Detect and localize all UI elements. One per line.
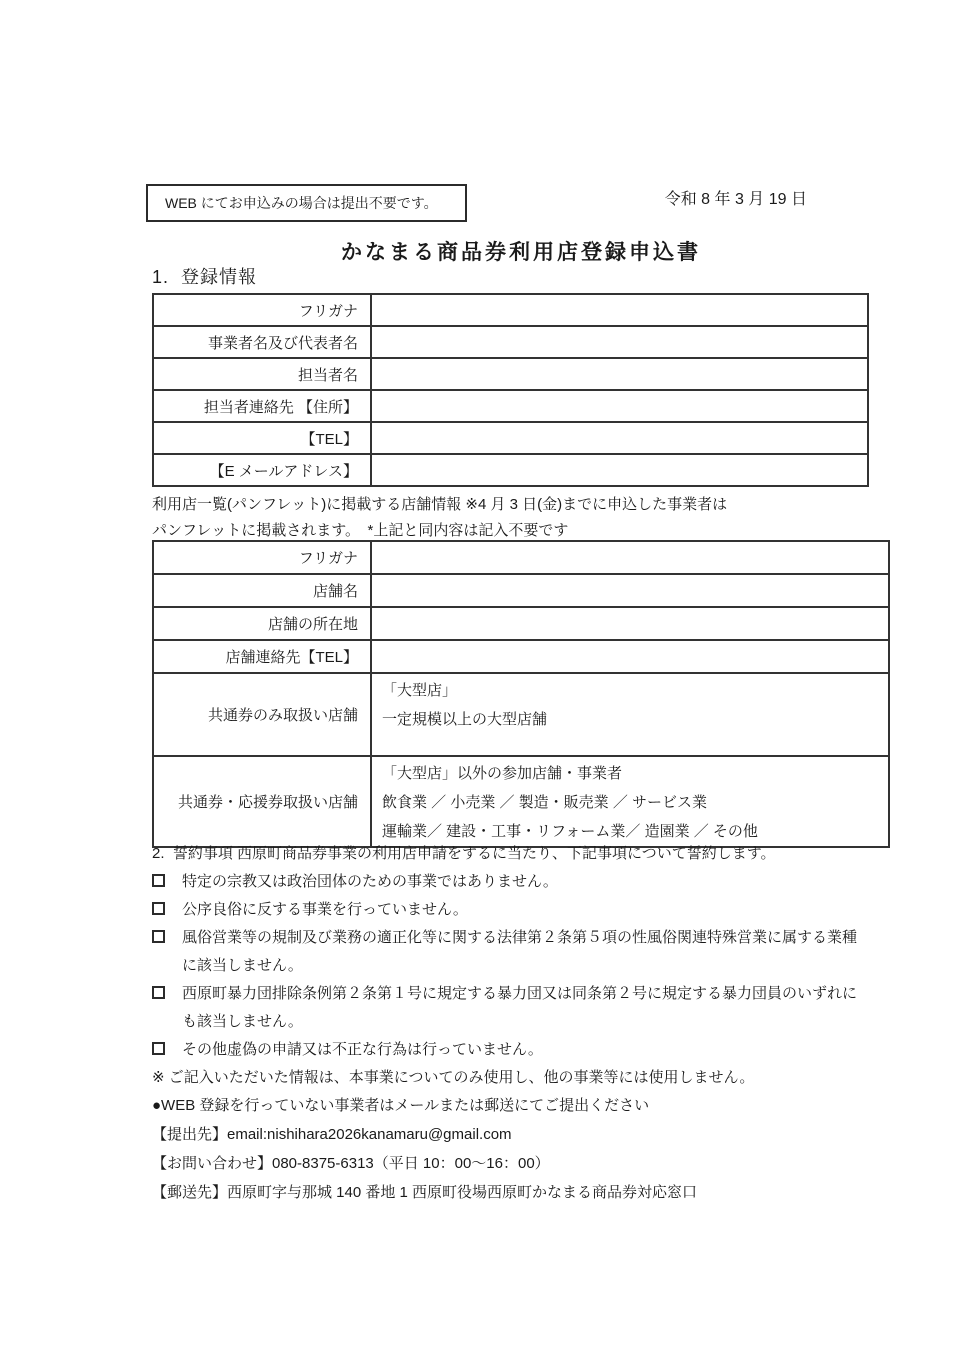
table-row	[153, 607, 889, 640]
contact-phone: 【お問い合わせ】080-8375-6313（平日 10：00～16：00）	[152, 1155, 550, 1172]
row-label: 担当者連絡先 【住所】	[153, 390, 371, 422]
checkbox-icon[interactable]	[152, 902, 165, 915]
pledge-text: に該当しません。	[182, 957, 303, 974]
table-row	[153, 541, 889, 574]
table-row	[153, 326, 868, 358]
store-info-note-line2: パンフレットに掲載されます。 *上記と同内容は記入不要です	[152, 522, 569, 539]
pledge-text: 特定の宗教又は政治団体のための事業ではありません。	[182, 873, 558, 890]
desc-line: 「大型店」以外の参加店舗・事業者	[382, 765, 623, 782]
table-row	[153, 422, 868, 454]
pledge-text: 公序良俗に反する事業を行っていません。	[182, 901, 468, 918]
pledge-text: 西原町暴力団排除条例第２条第１号に規定する暴力団又は同条第２号に規定する暴力団員のいずれに	[182, 985, 858, 1002]
pledge-text: その他虚偽の申請又は不正な行為は行っていません。	[182, 1041, 543, 1058]
table-row	[153, 574, 889, 607]
row-label: 共通券・応援券取扱い店舗	[153, 756, 371, 847]
checkbox-icon[interactable]	[152, 1042, 165, 1055]
pledge-item-continuation	[152, 952, 857, 980]
row-label: フリガナ	[153, 294, 371, 326]
input-cell-contact-person-name[interactable]	[371, 358, 868, 390]
row-label: 店舗名	[153, 574, 371, 607]
desc-line: 一定規模以上の大型店舗	[382, 711, 548, 728]
input-cell-business-and-representative-name[interactable]	[371, 326, 868, 358]
section2-heading: 2. 誓約事項 西原町商品券事業の利用店申請をするに当たり、下記事項について誓約します。	[152, 845, 776, 862]
checkbox-icon[interactable]	[152, 986, 165, 999]
registration-table	[152, 293, 869, 487]
table-row	[153, 673, 889, 756]
privacy-note: ※ ご記入いただいた情報は、本事業についてのみ使用し、他の事業等には使用しません。	[152, 1069, 755, 1086]
desc-line: 飲食業 ／ 小売業 ／ 製造・販売業 ／ サービス業	[382, 794, 708, 811]
store-info-note	[152, 492, 727, 544]
input-cell-store-location[interactable]	[371, 607, 889, 640]
input-cell-store-tel[interactable]	[371, 640, 889, 673]
table-row	[153, 390, 868, 422]
row-label: 共通券のみ取扱い店舗	[153, 673, 371, 756]
table-row	[153, 294, 868, 326]
input-cell-contact-tel[interactable]	[371, 422, 868, 454]
cell-common-and-support-ticket-desc	[371, 756, 889, 847]
footer-contact-block	[152, 1091, 697, 1207]
desc-line: 「大型店」	[382, 682, 458, 699]
web-notice-text: WEB にてお申込みの場合は提出不要です。	[165, 195, 438, 211]
store-info-note-line1: 利用店一覧(パンフレット)に掲載する店舗情報 ※4 月 3 日(金)までに申込した事業者は	[152, 496, 728, 513]
submit-to-email: 【提出先】email:nishihara2026kanamaru@gmail.com	[152, 1126, 512, 1143]
input-cell-store-name[interactable]	[371, 574, 889, 607]
pledge-item-continuation	[152, 1008, 857, 1036]
pledge-section	[152, 840, 857, 1092]
row-label: 事業者名及び代表者名	[153, 326, 371, 358]
desc-line: 運輸業／ 建設・工事・リフォーム業／ 造園業 ／ その他	[382, 823, 758, 840]
input-cell-contact-address[interactable]	[371, 390, 868, 422]
pledge-item	[152, 896, 857, 924]
web-registration-note: ●WEB 登録を行っていない事業者はメールまたは郵送にてご提出ください	[152, 1097, 650, 1114]
table-row	[153, 640, 889, 673]
web-notice-box	[146, 184, 467, 222]
row-label: フリガナ	[153, 541, 371, 574]
document-date: 令和 8 年 3 月 19 日	[664, 191, 807, 208]
row-label: 店舗の所在地	[153, 607, 371, 640]
section1-heading: 1. 登録情報	[152, 267, 258, 287]
cell-common-ticket-only-desc	[371, 673, 889, 756]
input-cell-furigana[interactable]	[371, 294, 868, 326]
store-info-table	[152, 540, 890, 848]
pledge-item	[152, 980, 857, 1008]
input-cell-contact-email[interactable]	[371, 454, 868, 486]
pledge-item	[152, 924, 857, 952]
table-row	[153, 358, 868, 390]
table-row	[153, 756, 889, 847]
row-label: 担当者名	[153, 358, 371, 390]
row-label: 【TEL】	[153, 422, 371, 454]
pledge-item	[152, 1036, 857, 1064]
row-label: 店舗連絡先【TEL】	[153, 640, 371, 673]
row-label: 【E メールアドレス】	[153, 454, 371, 486]
checkbox-icon[interactable]	[152, 874, 165, 887]
pledge-text: 風俗営業等の規制及び業務の適正化等に関する法律第２条第５項の性風俗関連特殊営業に属する業種	[182, 929, 858, 946]
checkbox-icon[interactable]	[152, 930, 165, 943]
pledge-text: も該当しません。	[182, 1013, 303, 1030]
table-row	[153, 454, 868, 486]
input-cell-store-furigana[interactable]	[371, 541, 889, 574]
mailing-address: 【郵送先】西原町字与那城 140 番地 1 西原町役場西原町かなまる商品券対応窓口	[152, 1184, 698, 1201]
pledge-item	[152, 868, 857, 896]
page-title: かなまる商品券利用店登録申込書	[341, 241, 701, 264]
